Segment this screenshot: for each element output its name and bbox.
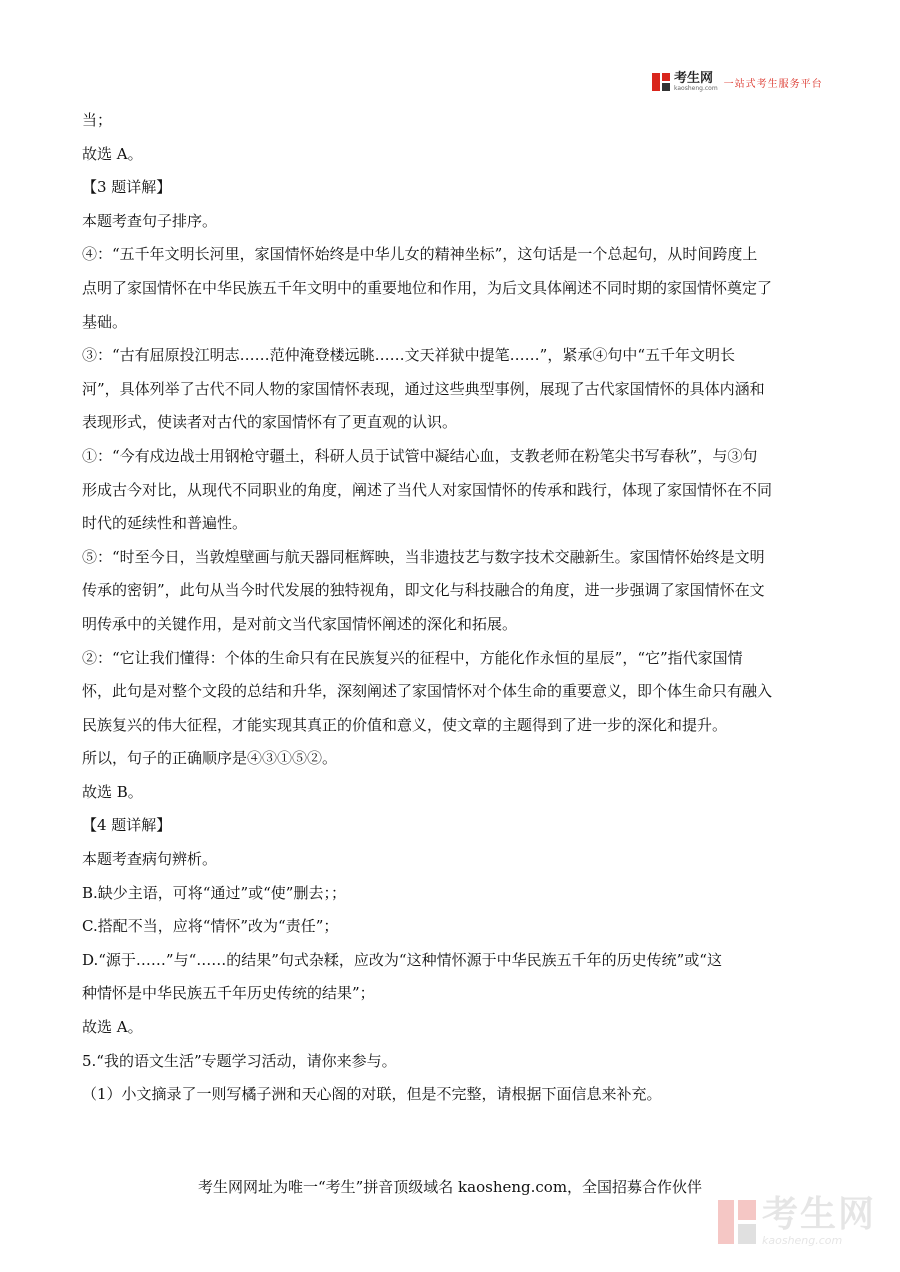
watermark-name: 考生网 — [762, 1194, 877, 1235]
document-body — [82, 104, 822, 1112]
text-line: 时代的延续性和普遍性。 — [82, 514, 248, 533]
text-line: 怀，此句是对整个文段的总结和升华，深刻阐述了家国情怀对个体生命的重要意义，即个体生命只有融入 — [82, 682, 773, 701]
text-line: 所以，句子的正确顺序是④③①⑤②。 — [82, 749, 338, 768]
text-line: 种情怀是中华民族五千年历史传统的结果”； — [82, 984, 375, 1003]
text-line: ⑤：“时至今日，当敦煌壁画与航天器同框辉映，当非遗技艺与数字技术交融新生。家国情怀始终是文明 — [82, 547, 765, 566]
text-line: 当； — [82, 111, 113, 129]
text-line: （1）小文摘录了一则写橘子洲和天心阁的对联，但是不完整，请根据下面信息来补充。 — [82, 1085, 662, 1104]
text-line: 形成古今对比，从现代不同职业的角度，阐述了当代人对家国情怀的传承和践行，体现了家国情怀在不同 — [82, 480, 773, 499]
watermark-logo-icon — [718, 1200, 756, 1244]
text-line: 基础。 — [82, 312, 128, 331]
logo-domain: kaosheng.com — [674, 85, 718, 92]
page-footer: 考生网网址为唯一“考生”拼音顶级域名 kaosheng.com，全国招募合作伙伴 — [197, 1178, 703, 1196]
text-line: ①：“今有戍边战士用钢枪守疆土，科研人员于试管中凝结心血，支教老师在粉笔尖书写春秋”，与③句 — [82, 446, 758, 465]
text-line: ④：“五千年文明长河里，家国情怀始终是中华儿女的精神坐标”，这句话是一个总起句，从时间跨度上 — [82, 245, 758, 264]
logo-name: 考生网 — [674, 71, 714, 86]
text-line: 【3 题详解】 — [82, 178, 172, 197]
text-line: 河”，具体列举了古代不同人物的家国情怀表现，通过这些典型事例，展现了古代家国情怀的具体内涵和 — [82, 379, 765, 398]
text-line: 明传承中的关键作用，是对前文当代家国情怀阐述的深化和拓展。 — [82, 614, 518, 633]
header-logo — [652, 72, 823, 92]
text-line: ③：“古有屈原投江明志……范仲淹登楼远眺……文天祥狱中提笔……”，紧承④句中“五千年文明长 — [82, 346, 736, 365]
text-line: 点明了家国情怀在中华民族五千年文明中的重要地位和作用，为后文具体阐述不同时期的家国情怀奠定了 — [82, 278, 773, 297]
text-line: D.“源于……”与“……的结果”句式杂糅，应改为“这种情怀源于中华民族五千年的历史传统”或“这 — [82, 950, 722, 969]
text-line: 本题考查句子排序。 — [82, 211, 218, 230]
watermark — [718, 1194, 877, 1247]
text-line: 故选 B。 — [82, 782, 143, 801]
text-line: 表现形式，使读者对古代的家国情怀有了更直观的认识。 — [82, 413, 458, 432]
text-line: ②：“它让我们懂得：个体的生命只有在民族复兴的征程中，方能化作永恒的星辰”，“它”指代家国情 — [82, 648, 743, 667]
text-line: 【4 题详解】 — [82, 816, 172, 835]
text-line: 本题考查病句辨析。 — [82, 850, 218, 869]
text-line: 传承的密钥”，此句从当今时代发展的独特视角，即文化与科技融合的角度，进一步强调了家国情怀在文 — [82, 581, 765, 600]
watermark-domain: kaosheng.com — [762, 1234, 843, 1247]
header-slogan: 一站式考生服务平台 — [723, 78, 823, 90]
text-line: 民族复兴的伟大征程，才能实现其真正的价值和意义，使文章的主题得到了进一步的深化和提升。 — [82, 715, 728, 734]
text-line: 故选 A。 — [82, 1018, 143, 1037]
logo-icon — [652, 73, 670, 91]
text-line: C.搭配不当，应将“情怀”改为“责任”； — [82, 917, 339, 936]
text-line: 5.“我的语文生活”专题学习活动，请你来参与。 — [82, 1051, 397, 1070]
text-line: 故选 A。 — [82, 144, 143, 163]
text-line: B.缺少主语，可将“通过”或“使”删去；； — [82, 883, 346, 902]
